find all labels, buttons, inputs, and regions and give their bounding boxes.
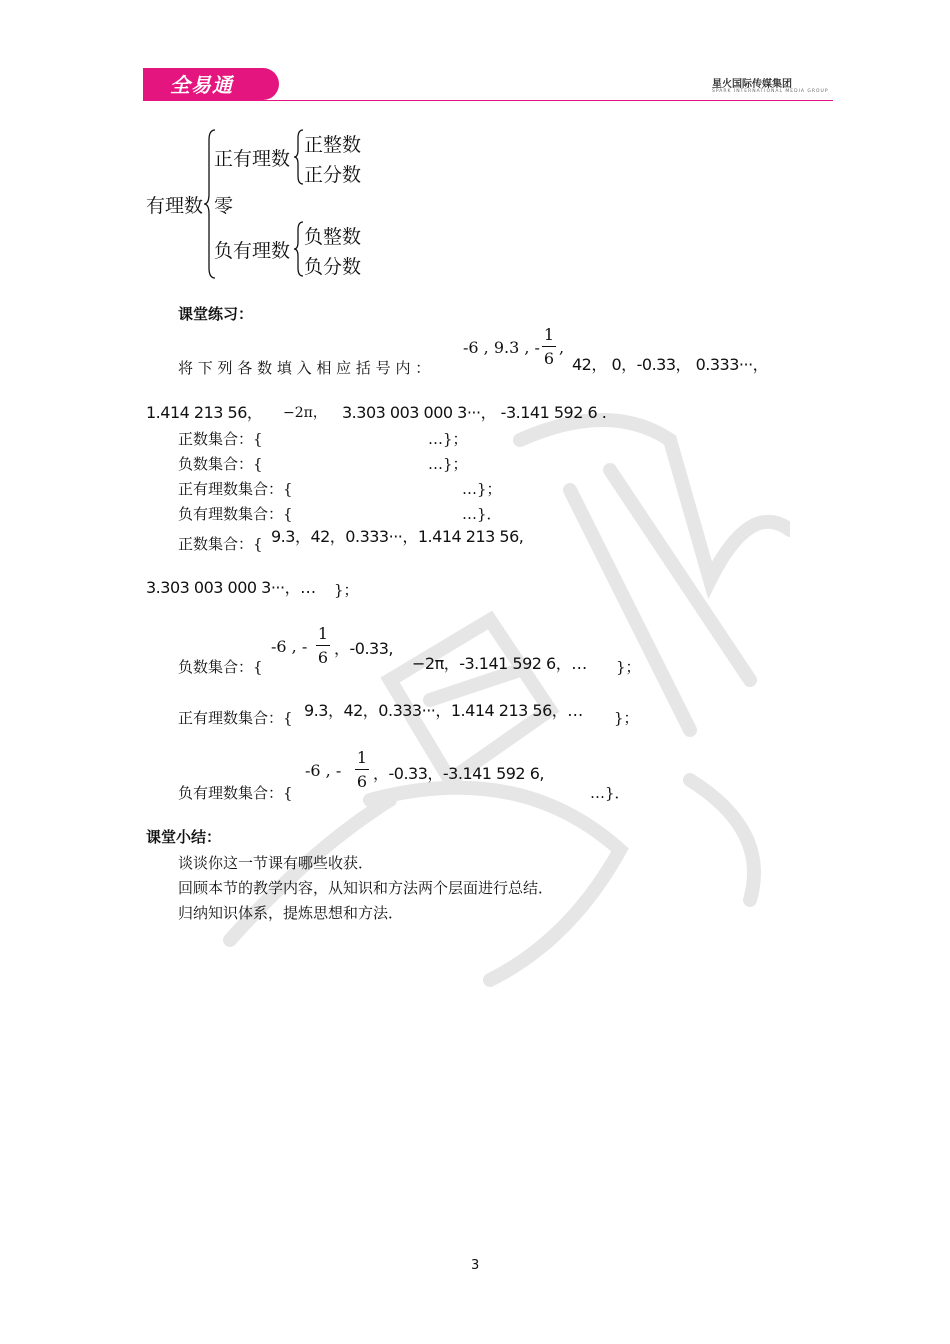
number-list-c: 1.414 213 56， (146, 403, 263, 422)
answer-negative-a: -6 , - (271, 637, 308, 656)
question-negative-set-end: …}； (428, 455, 468, 473)
summary-title: 课堂小结： (146, 828, 222, 846)
fraction-denominator: 6 (317, 648, 329, 667)
fraction-numerator: 1 (543, 325, 555, 344)
number-list-d: 3.303 003 000 3···， -3.141 592 6 . (342, 403, 607, 422)
leaf-negative-fraction: 负分数 (304, 256, 362, 278)
summary-line-2: 回顾本节的教学内容，从知识和方法两个层面进行总结． (178, 879, 554, 897)
leaf-negative-integer: 负整数 (304, 226, 362, 248)
leaf-positive-integer: 正整数 (304, 134, 362, 156)
number-list-b: 42， 0，-0.33， 0.333···， (572, 355, 769, 374)
node-positive-rational: 正有理数 (214, 148, 291, 170)
number-list-comma: , (559, 338, 565, 357)
fraction-numerator: 1 (317, 624, 329, 643)
answer-negative-rational-end: …}． (590, 784, 630, 802)
answer-negative-fraction (316, 624, 330, 667)
answer-negative-rational-a: -6 , - (305, 761, 342, 780)
exercise-instruction: 将 下 列 各 数 填 入 相 应 括 号 内 ： (178, 359, 431, 377)
answer-negative-rational-fraction (355, 748, 369, 791)
exercise-title: 课堂练习： (178, 305, 254, 323)
fraction-denominator: 6 (543, 349, 555, 368)
question-negative-rational-set: 负有理数集合：{ (178, 505, 293, 523)
answer-positive-rational-values: 9.3，42，0.333···，1.414 213 56，… (304, 701, 583, 720)
question-positive-set-end: …}； (428, 430, 468, 448)
brand-name: 星火国际传媒集团 (712, 79, 792, 90)
answer-negative-label: 负数集合：{ (178, 658, 263, 676)
number-list-a: -6 , 9.3 , - (463, 338, 540, 357)
fraction-bar (316, 645, 330, 646)
fraction-denominator: 6 (356, 772, 368, 791)
answer-positive-continued: 3.303 003 000 3···，… (146, 578, 316, 597)
header-divider (143, 100, 833, 101)
answer-positive-label: 正数集合：{ (178, 535, 263, 553)
answer-negative-rational-b: ，-0.33，-3.141 592 6, (373, 764, 544, 783)
question-positive-rational-set: 正有理数集合：{ (178, 480, 293, 498)
root-rational: 有理数 (146, 195, 204, 217)
leaf-positive-fraction: 正分数 (304, 164, 362, 186)
answer-positive-rational-end: }； (614, 709, 639, 727)
answer-negative-end: }； (616, 658, 641, 676)
answer-negative-c: −2π，-3.141 592 6，… (412, 654, 587, 673)
question-negative-rational-set-end: …}． (462, 505, 502, 523)
fraction-numerator: 1 (356, 748, 368, 767)
summary-line-3: 归纳知识体系，提炼思想和方法． (178, 904, 404, 922)
logo: 全易通 (170, 73, 233, 97)
answer-positive-values: 9.3，42，0.333···，1.414 213 56, (271, 527, 524, 546)
summary-line-1: 谈谈你这一节课有哪些收获． (178, 854, 374, 872)
number-neg-2pi: −2π， (283, 405, 327, 421)
fraction-bar (355, 769, 369, 770)
answer-negative-rational-label: 负有理数集合：{ (178, 784, 293, 802)
answer-positive-rational-label: 正有理数集合：{ (178, 709, 293, 727)
answer-negative-b: ，-0.33, (334, 639, 393, 658)
node-negative-rational: 负有理数 (214, 240, 291, 262)
question-positive-set: 正数集合：{ (178, 430, 263, 448)
node-zero: 零 (214, 195, 234, 217)
answer-positive-end: }； (334, 581, 359, 599)
question-negative-set: 负数集合：{ (178, 455, 263, 473)
page-number: 3 (471, 1258, 480, 1273)
brand-subtitle: SPARK INTERNATIONAL MEDIA GROUP (712, 89, 829, 94)
question-positive-rational-set-end: …}； (462, 480, 502, 498)
fraction-one-sixth (542, 325, 556, 368)
fraction-bar (542, 346, 556, 347)
